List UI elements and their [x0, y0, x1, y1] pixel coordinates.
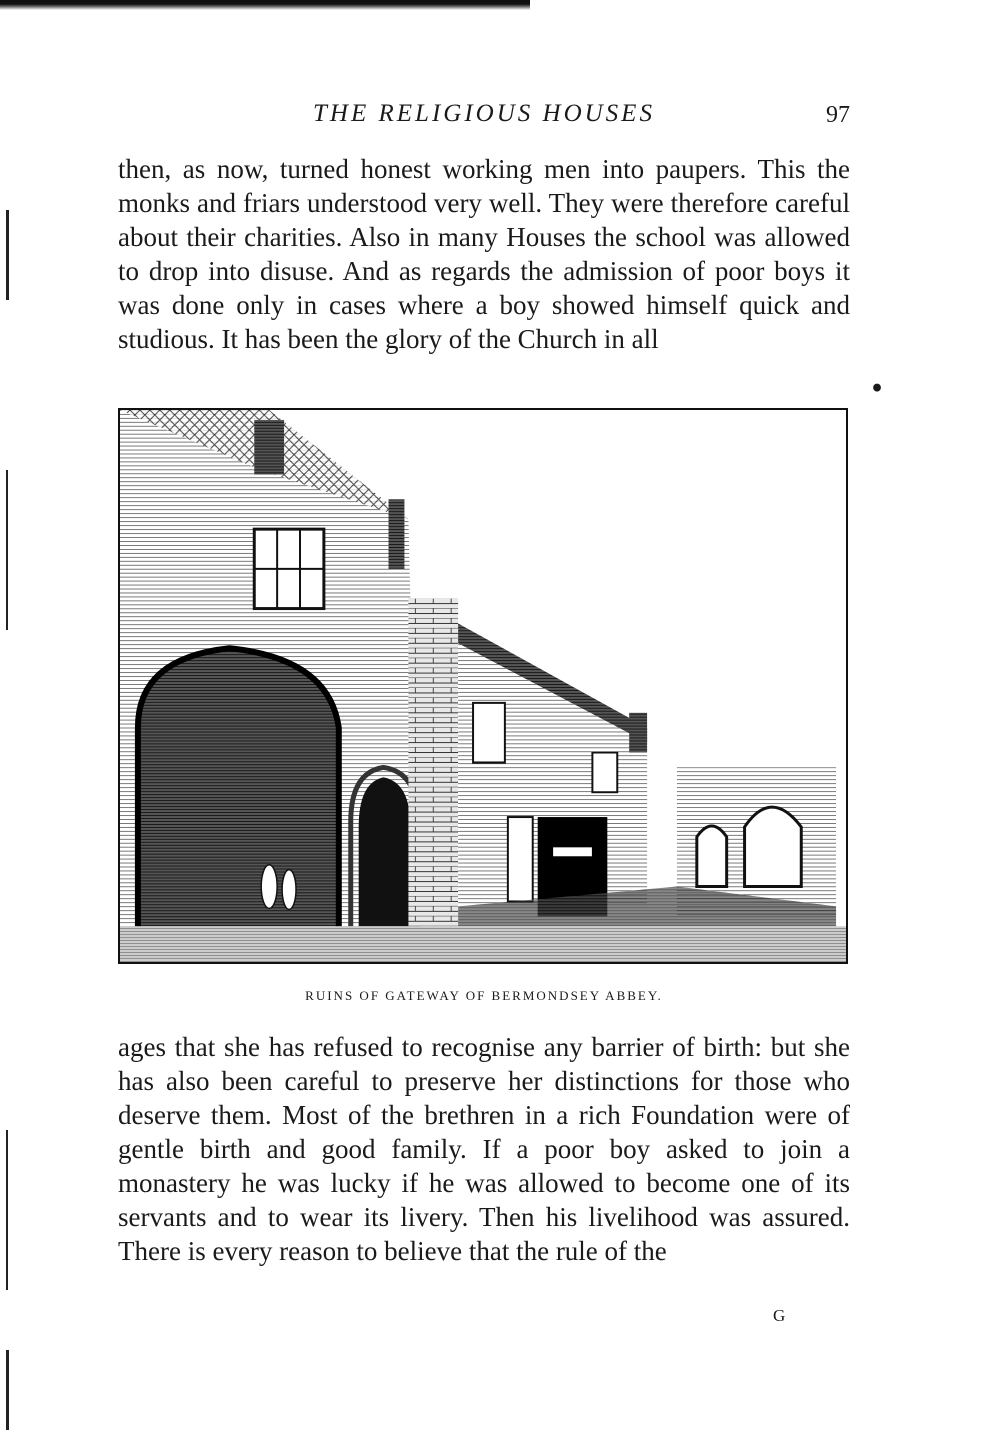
gutter-mark	[6, 210, 9, 300]
paragraph: then, as now, turned honest working men into paupers. This the monks and friars understood very well. They were therefore careful about their charities. Also in many Houses the school was allowed to drop into disuse. And as regards the admission of poor boys it was done only in cases where a boy showed himself quick and studious. It has been the glory of the Church in all	[118, 154, 850, 354]
top-edge-rule	[0, 0, 530, 10]
illustration-caption: RUINS OF GATEWAY OF BERMONDSEY ABBEY.	[305, 988, 663, 1003]
stray-ink-mark: •	[870, 376, 885, 402]
signature-mark: G	[773, 1306, 786, 1325]
running-title: THE RELIGIOUS HOUSES	[313, 100, 655, 127]
gutter-mark	[6, 1130, 8, 1290]
paragraph: ages that she has refused to recognise any barrier of birth: but she has also been careful to preserve her distinctions for those who deserve them. Most of the brethren in a rich Foundation were of gentle birth and good family. If a poor boy asked to join a monastery he was lucky if he was allowed to become one of its servants and to wear its livery. Then his livelihood was assured. There is every reason to believe that the rule of the	[118, 1032, 850, 1266]
page-number: 97	[826, 102, 850, 128]
engraving-illustration	[118, 408, 848, 964]
page-header	[118, 100, 850, 140]
gutter-mark	[6, 1350, 9, 1430]
gateway-engraving	[120, 410, 846, 962]
gutter-mark	[6, 470, 8, 630]
